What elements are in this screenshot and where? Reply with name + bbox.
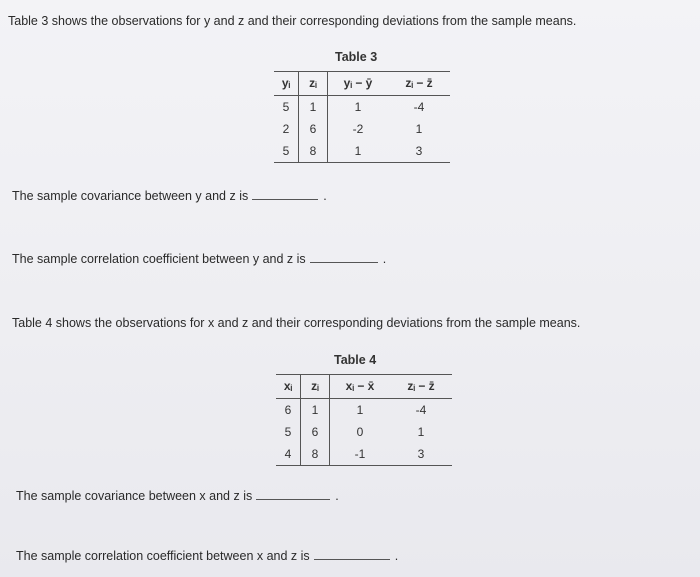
table-cell: 3 — [388, 140, 450, 163]
table-cell: 1 — [301, 399, 330, 422]
table3-header: yᵢ − ȳ — [328, 72, 389, 96]
table-cell: 1 — [328, 140, 389, 163]
table-row — [274, 140, 450, 163]
question-text: The sample correlation coefficient between y and z is — [12, 252, 306, 266]
table-cell: 5 — [276, 421, 301, 443]
table4-title: Table 4 — [334, 353, 377, 367]
table-cell: 1 — [356, 403, 364, 417]
table-row — [276, 421, 452, 443]
answer-blank[interactable] — [310, 251, 378, 263]
table3-header: zᵢ — [299, 72, 328, 96]
table-cell: -1 — [330, 443, 391, 466]
table-cell: 8 — [299, 140, 328, 163]
question-covariance-yz — [12, 188, 327, 203]
question-text: The sample covariance between x and z is — [16, 489, 253, 503]
table3-header: yᵢ — [274, 72, 299, 96]
table-cell: -2 — [352, 122, 364, 136]
period: . — [335, 489, 339, 503]
table-cell: 1 — [354, 100, 362, 114]
table4-header: xᵢ − x̄ — [330, 375, 391, 399]
table-cell: 5 — [274, 140, 299, 163]
table3-header-row — [274, 72, 450, 96]
intro-table3: Table 3 shows the observations for y and z and their corresponding deviations from the sample means. — [8, 14, 577, 28]
table-cell: 1 — [417, 425, 425, 439]
table-cell: 6 — [276, 399, 301, 422]
table-cell: -4 — [415, 403, 427, 417]
table-cell: 8 — [301, 443, 330, 466]
intro-table4: Table 4 shows the observations for x and z and their corresponding deviations from the sample means. — [12, 316, 581, 330]
table-cell: 6 — [301, 421, 330, 443]
table3 — [274, 71, 450, 163]
table-cell: 6 — [299, 118, 328, 140]
question-correlation-yz — [12, 251, 386, 266]
period: . — [394, 549, 399, 563]
table4-header: zᵢ — [301, 375, 330, 399]
table-cell: -4 — [413, 100, 425, 114]
question-correlation-xz — [16, 548, 398, 563]
table-cell: 1 — [415, 122, 423, 136]
table-cell: 0 — [356, 425, 364, 439]
question-covariance-xz — [16, 488, 339, 503]
table-row — [274, 118, 450, 140]
table4-header: zᵢ − z̄ — [390, 375, 452, 399]
table3-title: Table 3 — [335, 50, 378, 64]
period: . — [323, 189, 327, 203]
table4-header: xᵢ — [276, 375, 301, 399]
table3-header: zᵢ − z̄ — [388, 72, 450, 96]
table-cell: 3 — [390, 443, 452, 466]
table-cell: 1 — [299, 96, 328, 119]
table-row — [274, 96, 450, 119]
table-cell: 5 — [274, 96, 299, 119]
table4 — [276, 374, 452, 466]
table-cell: 2 — [274, 118, 299, 140]
table-row — [276, 443, 452, 466]
answer-blank[interactable] — [314, 548, 390, 560]
table4-header-row — [276, 375, 452, 399]
period: . — [382, 252, 387, 266]
answer-blank[interactable] — [256, 488, 330, 500]
question-text: The sample covariance between y and z is — [12, 189, 249, 203]
table-cell: 4 — [276, 443, 301, 466]
question-text: The sample correlation coefficient between x and z is — [16, 549, 310, 563]
table-row — [276, 399, 452, 422]
answer-blank[interactable] — [252, 188, 318, 200]
